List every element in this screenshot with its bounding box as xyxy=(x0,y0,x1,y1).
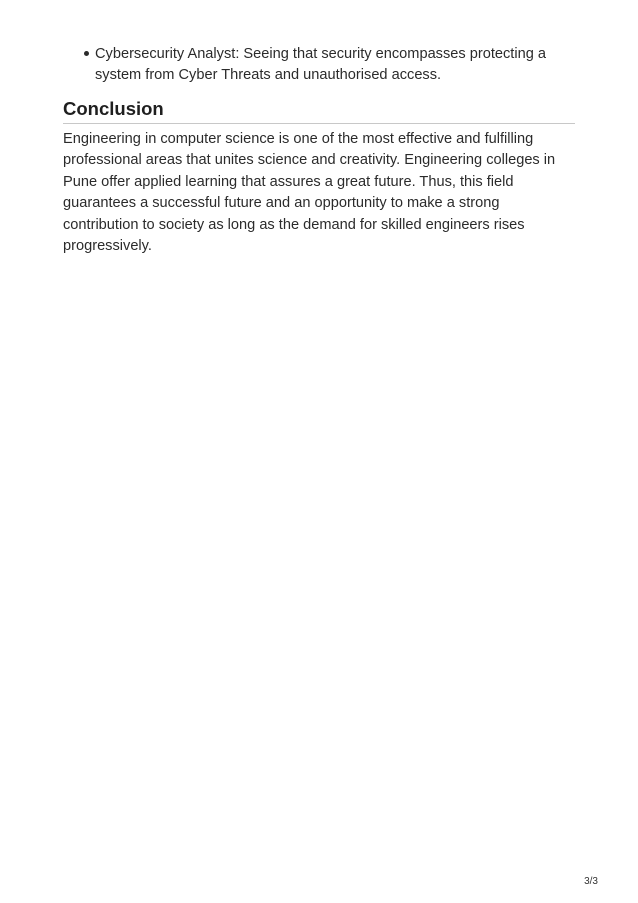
list-item-text: Cybersecurity Analyst: Seeing that security encompasses protecting a system from Cyber Threats and unauthorised access. xyxy=(95,46,547,83)
heading-divider xyxy=(63,123,575,124)
conclusion-paragraph: Engineering in computer science is one of the most effective and fulfilling professional areas that unites science and creativity. Engineering colleges in Pune offer applied learning that assures a great future. Thus, this field guarantees a successful future and an opportunity to make a strong contribution to society as long as the demand for skilled engineers rises progressively. xyxy=(63,131,556,255)
bullet-icon xyxy=(84,51,89,56)
page-number: 3/3 xyxy=(584,876,598,887)
section-heading: Conclusion xyxy=(63,98,164,119)
list-item xyxy=(63,44,583,86)
career-bullet-list xyxy=(63,44,583,86)
